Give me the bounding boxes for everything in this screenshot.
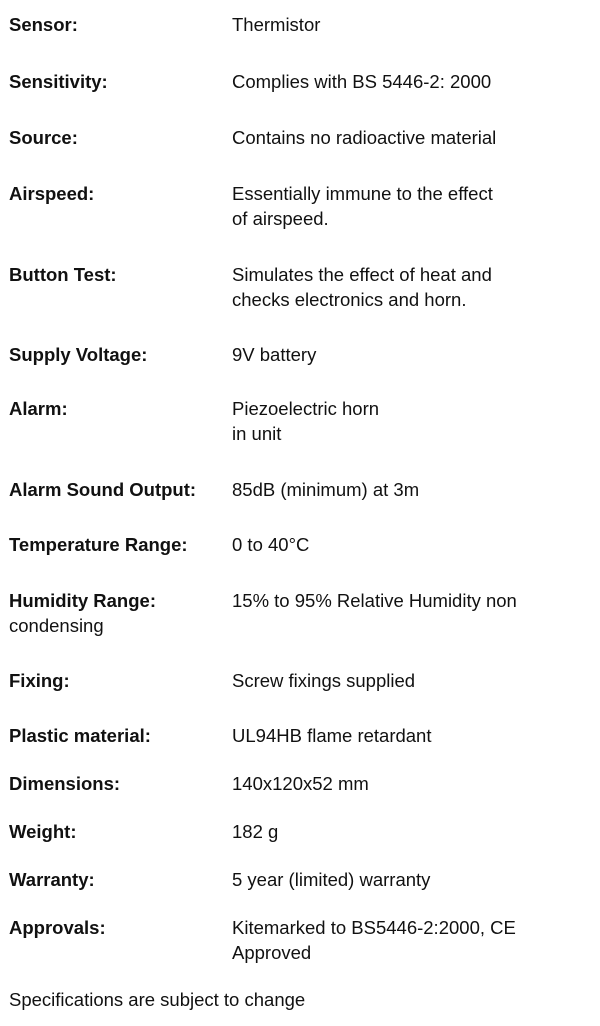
spec-label: Source: [9, 127, 78, 148]
spec-value [232, 396, 592, 446]
spec-label: Supply Voltage: [9, 344, 148, 365]
spec-value-line: Essentially immune to the effect [232, 183, 493, 204]
spec-label: Warranty: [9, 869, 95, 890]
spec-label: Alarm: [9, 398, 68, 419]
spec-value [232, 532, 592, 557]
spec-value [232, 588, 592, 613]
spec-value [232, 69, 592, 94]
spec-value [232, 262, 592, 312]
spec-label: Plastic material: [9, 725, 151, 746]
spec-label: Button Test: [9, 264, 117, 285]
spec-value [232, 915, 592, 965]
spec-value [232, 125, 592, 150]
footer-note: Specifications are subject to change [9, 989, 306, 1010]
spec-value-line: Approved [232, 942, 312, 963]
spec-value-line: Screw fixings supplied [232, 670, 416, 691]
spec-value-line: 140x120x52 mm [232, 773, 369, 794]
spec-value-line: 9V battery [232, 344, 317, 365]
spec-value-line: in unit [232, 423, 282, 444]
spec-value-line: Kitemarked to BS5446-2:2000, CE [232, 917, 516, 938]
spec-value [232, 771, 592, 796]
spec-label: Sensitivity: [9, 71, 108, 92]
spec-value [232, 819, 592, 844]
spec-label: Fixing: [9, 670, 70, 691]
spec-value-line: checks electronics and horn. [232, 289, 467, 310]
spec-value [232, 723, 592, 748]
spec-value [232, 342, 592, 367]
spec-value-line: UL94HB flame retardant [232, 725, 432, 746]
spec-value-line: 0 to 40°C [232, 534, 310, 555]
spec-value-line: Piezoelectric horn [232, 398, 380, 419]
spec-label: Sensor: [9, 14, 78, 35]
spec-label-text: Humidity Range: [9, 590, 156, 611]
spec-value-line: 5 year (limited) warranty [232, 869, 431, 890]
spec-value-line: Thermistor [232, 14, 321, 35]
spec-label-continuation: condensing [9, 615, 104, 636]
spec-value-line: Simulates the effect of heat and [232, 264, 492, 285]
spec-label: Alarm Sound Output: [9, 479, 197, 500]
spec-label [9, 588, 229, 638]
spec-value-line: Complies with BS 5446-2: 2000 [232, 71, 492, 92]
spec-label: Weight: [9, 821, 77, 842]
spec-value [232, 477, 592, 502]
spec-value [232, 668, 592, 693]
spec-value-line: 85dB (minimum) at 3m [232, 479, 420, 500]
spec-value [232, 12, 592, 37]
spec-value-line: Contains no radioactive material [232, 127, 497, 148]
spec-value [232, 867, 592, 892]
spec-label: Approvals: [9, 917, 106, 938]
spec-value-line: 15% to 95% Relative Humidity non [232, 590, 517, 611]
spec-value [232, 181, 592, 231]
spec-label: Temperature Range: [9, 534, 188, 555]
spec-value-line: 182 g [232, 821, 279, 842]
spec-label: Airspeed: [9, 183, 95, 204]
spec-value-line: of airspeed. [232, 208, 329, 229]
spec-label: Dimensions: [9, 773, 121, 794]
